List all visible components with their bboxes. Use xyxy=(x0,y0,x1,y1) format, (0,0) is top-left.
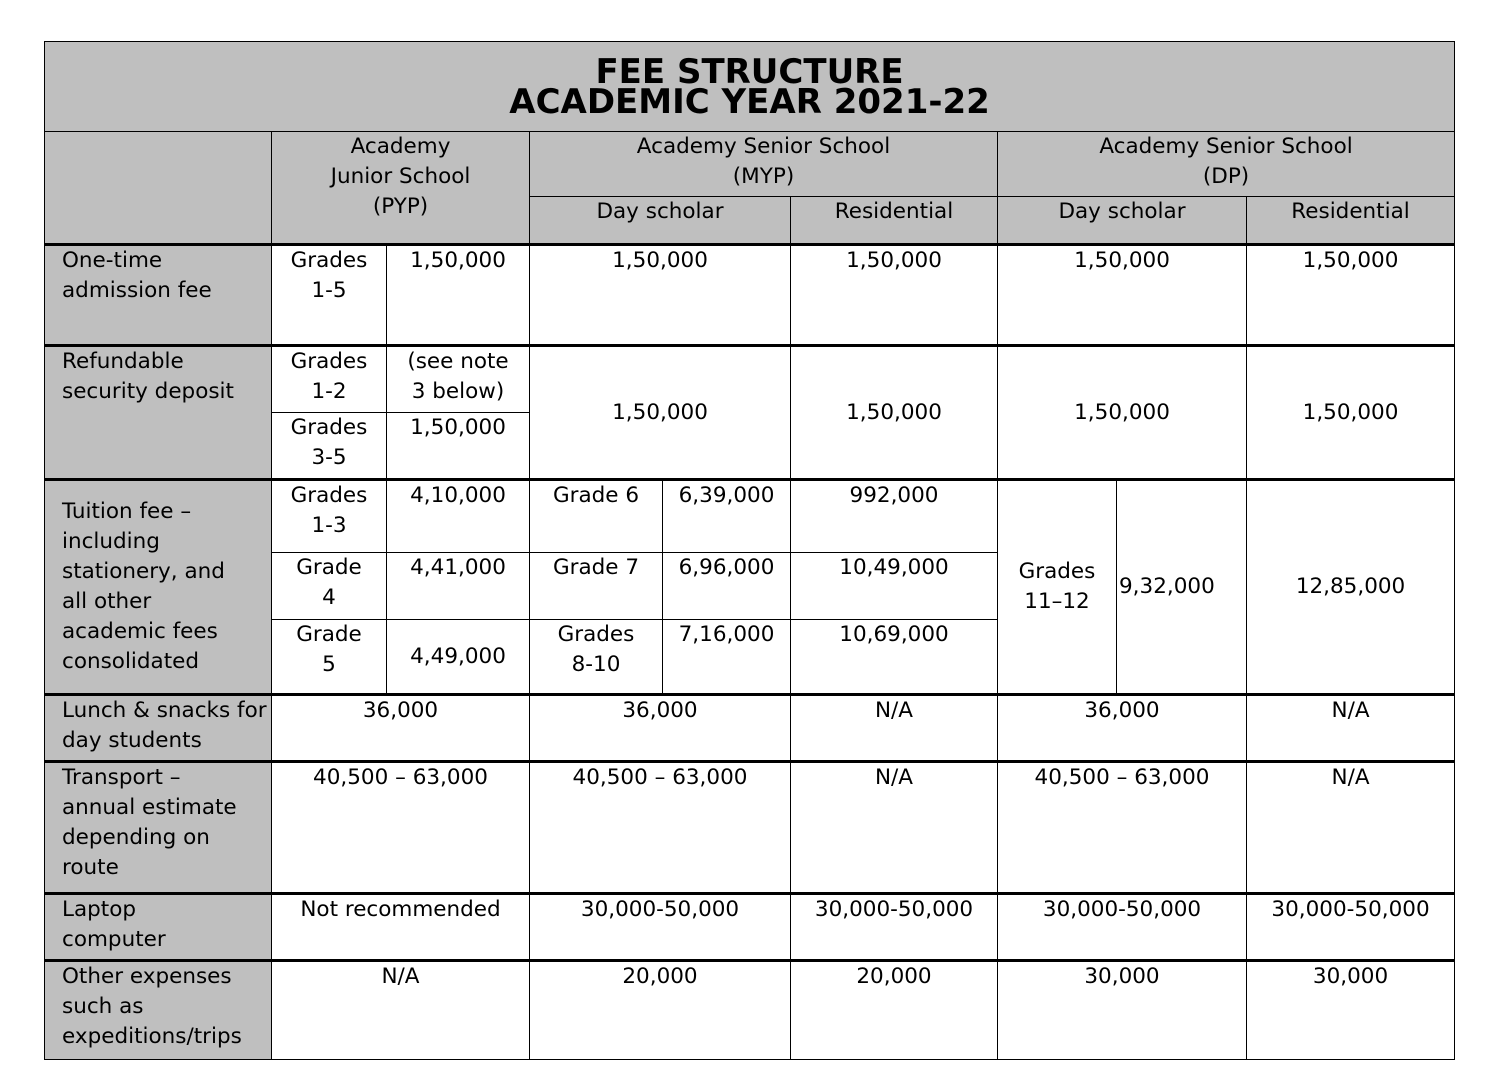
lunch-dp-day: 36,000 xyxy=(998,695,1247,762)
deposit-pyp-value-b: 1,50,000 xyxy=(387,413,530,480)
laptop-dp-res: 30,000-50,000 xyxy=(1247,894,1455,961)
deposit-myp-day: 1,50,000 xyxy=(530,346,791,480)
row-label-laptop: Laptop computer xyxy=(45,894,272,961)
deposit-pyp-value-a: (see note 3 below) xyxy=(387,346,530,413)
tuition-myp-value-2: 6,96,000 xyxy=(663,553,791,620)
header-myp-day-scholar: Day scholar xyxy=(530,197,791,245)
other-myp-res: 20,000 xyxy=(791,961,998,1060)
deposit-pyp-grade-b: Grades 3-5 xyxy=(272,413,387,480)
tuition-myp-grade-3: Grades 8-10 xyxy=(530,620,663,695)
other-dp-day: 30,000 xyxy=(998,961,1247,1060)
table-title xyxy=(45,42,1455,132)
transport-myp-res: N/A xyxy=(791,762,998,894)
transport-pyp: 40,500 – 63,000 xyxy=(272,762,530,894)
laptop-myp-res: 30,000-50,000 xyxy=(791,894,998,961)
other-dp-res: 30,000 xyxy=(1247,961,1455,1060)
tuition-pyp-value-3: 4,49,000 xyxy=(387,620,530,695)
tuition-pyp-grade-1: Grades 1-3 xyxy=(272,480,387,553)
row-label-tuition: Tuition fee – including stationery, and all other academic fees consolidated xyxy=(45,480,272,695)
lunch-pyp: 36,000 xyxy=(272,695,530,762)
tuition-myp-value-3: 7,16,000 xyxy=(663,620,791,695)
admission-myp-day: 1,50,000 xyxy=(530,245,791,346)
transport-myp-day: 40,500 – 63,000 xyxy=(530,762,791,894)
header-dp: Academy Senior School (DP) xyxy=(998,132,1455,197)
header-myp-residential: Residential xyxy=(791,197,998,245)
tuition-dp-grade: Grades 11–12 xyxy=(998,480,1117,695)
deposit-pyp-grade-a: Grades 1-2 xyxy=(272,346,387,413)
admission-pyp-value: 1,50,000 xyxy=(387,245,530,346)
deposit-dp-res: 1,50,000 xyxy=(1247,346,1455,480)
header-pyp: Academy Junior School (PYP) xyxy=(272,132,530,245)
header-dp-residential: Residential xyxy=(1247,197,1455,245)
tuition-myp-grade-2: Grade 7 xyxy=(530,553,663,620)
header-dp-day-scholar: Day scholar xyxy=(998,197,1247,245)
tuition-myp-res-3: 10,69,000 xyxy=(791,620,998,695)
row-label-deposit: Refundable security deposit xyxy=(45,346,272,480)
header-corner xyxy=(45,132,272,245)
row-label-transport: Transport – annual estimate depending on route xyxy=(45,762,272,894)
laptop-pyp: Not recommended xyxy=(272,894,530,961)
admission-pyp-grade: Grades 1-5 xyxy=(272,245,387,346)
tuition-myp-value-1: 6,39,000 xyxy=(663,480,791,553)
tuition-myp-res-1: 992,000 xyxy=(791,480,998,553)
title-line-2: ACADEMIC YEAR 2021-22 xyxy=(509,81,990,122)
deposit-dp-day: 1,50,000 xyxy=(998,346,1247,480)
deposit-myp-res: 1,50,000 xyxy=(791,346,998,480)
tuition-myp-res-2: 10,49,000 xyxy=(791,553,998,620)
tuition-pyp-value-2: 4,41,000 xyxy=(387,553,530,620)
laptop-dp-day: 30,000-50,000 xyxy=(998,894,1247,961)
lunch-myp-day: 36,000 xyxy=(530,695,791,762)
admission-dp-res: 1,50,000 xyxy=(1247,245,1455,346)
row-label-lunch: Lunch & snacks for day students xyxy=(45,695,272,762)
tuition-dp-value: 9,32,000 xyxy=(1117,480,1247,695)
laptop-myp-day: 30,000-50,000 xyxy=(530,894,791,961)
tuition-pyp-value-1: 4,10,000 xyxy=(387,480,530,553)
fee-structure-table xyxy=(44,41,1455,1060)
lunch-myp-res: N/A xyxy=(791,695,998,762)
title-line-1: FEE STRUCTURE xyxy=(595,51,904,92)
transport-dp-day: 40,500 – 63,000 xyxy=(998,762,1247,894)
other-pyp: N/A xyxy=(272,961,530,1060)
row-label-admission: One-time admission fee xyxy=(45,245,272,346)
tuition-myp-grade-1: Grade 6 xyxy=(530,480,663,553)
transport-dp-res: N/A xyxy=(1247,762,1455,894)
lunch-dp-res: N/A xyxy=(1247,695,1455,762)
header-myp: Academy Senior School (MYP) xyxy=(530,132,998,197)
tuition-pyp-grade-2: Grade 4 xyxy=(272,553,387,620)
tuition-pyp-grade-3: Grade 5 xyxy=(272,620,387,695)
other-myp-day: 20,000 xyxy=(530,961,791,1060)
admission-myp-res: 1,50,000 xyxy=(791,245,998,346)
row-label-other: Other expenses such as expeditions/trips xyxy=(45,961,272,1060)
admission-dp-day: 1,50,000 xyxy=(998,245,1247,346)
tuition-dp-res: 12,85,000 xyxy=(1247,480,1455,695)
